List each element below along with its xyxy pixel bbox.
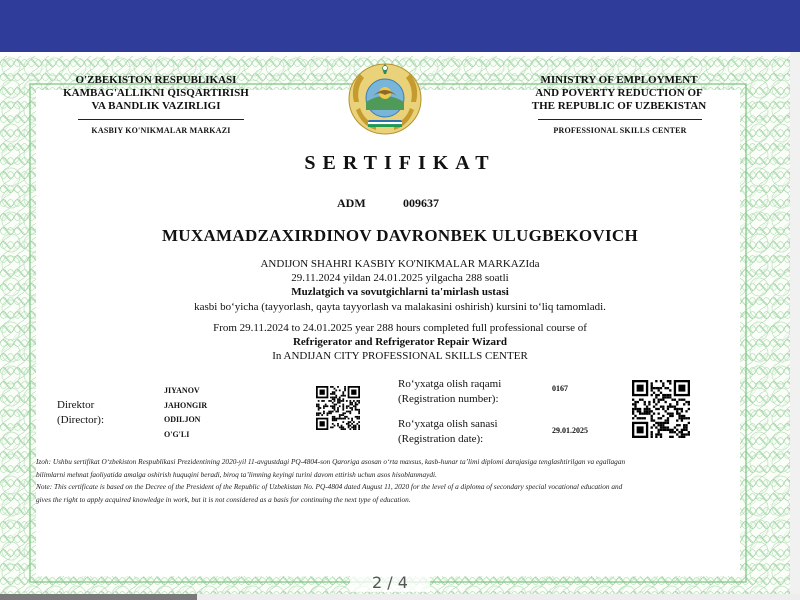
viewer-right-edge bbox=[790, 52, 800, 600]
horizontal-scrollbar-track[interactable] bbox=[197, 594, 800, 600]
header-right-subtitle: PROFESSIONAL SKILLS CENTER bbox=[553, 126, 687, 135]
header-right-rule bbox=[538, 119, 702, 120]
header-left-line: O'ZBEKISTON RESPUBLIKASI bbox=[75, 74, 237, 86]
director-name-line: ODILJON bbox=[164, 415, 201, 424]
registration-date-value: 29.01.2025 bbox=[552, 426, 588, 435]
recipient-name: MUXAMADZAXIRDINOV DAVRONBEK ULUGBEKOVICH bbox=[161, 226, 639, 245]
registration-date-label-uz: Ro‘yxatga olish sanasi bbox=[398, 418, 498, 430]
director-label-uz: Direktor bbox=[57, 399, 95, 411]
registration-date-label-en: (Registration date): bbox=[398, 432, 484, 445]
registration-number-label-uz: Ro‘yxatga olish raqami bbox=[398, 378, 502, 390]
registration-labels bbox=[398, 377, 501, 446]
header-right-line: MINISTRY OF EMPLOYMENT bbox=[540, 74, 698, 86]
director-name-line: JIYANOV bbox=[164, 386, 200, 395]
page-indicator: 2 / 4 bbox=[350, 573, 430, 592]
note-uz-line: Izoh: Ushbu sertifikat O‘zbekiston Respublikasi Prezidentining 2020-yil 11-avgustdagi PQ-4804-son Qaroriga asosan o‘rta maxsus, kasb-hunar ta’limi diplomi darajasiga tenglashtirilgan va egallagan bbox=[36, 457, 626, 466]
verification-qr-code-icon bbox=[632, 380, 690, 438]
registration-number-value: 0167 bbox=[552, 384, 568, 393]
note-en-line: Note: This certificate is based on the Decree of the President of the Republic of Uzbekistan No. PQ-4804 dated August 11, 2020 for the level of a diploma of secondary special vocational education and bbox=[36, 482, 623, 492]
header-right-ministry bbox=[526, 74, 712, 113]
certificate-body bbox=[60, 257, 740, 363]
header-left-subtitle: KASBIY KO'NIKMALAR MARKAZI bbox=[91, 126, 231, 135]
certificate-title: SERTIFIKAT bbox=[304, 152, 496, 174]
director-label-en: (Director): bbox=[57, 414, 105, 426]
adm-number: 009637 bbox=[403, 196, 439, 210]
header-right-line: AND POVERTY REDUCTION OF bbox=[535, 87, 703, 99]
horizontal-scrollbar-thumb[interactable] bbox=[0, 594, 197, 600]
header-left-rule bbox=[78, 119, 244, 120]
director-name bbox=[164, 384, 207, 442]
director-qr-code-icon bbox=[316, 386, 360, 430]
director-name-line: JAHONGIR bbox=[164, 400, 208, 410]
body-en-line: In ANDIJAN CITY PROFESSIONAL SKILLS CENTER bbox=[272, 350, 528, 363]
uzbekistan-state-emblem-icon bbox=[346, 62, 424, 136]
header-left-line: VA BANDLIK VAZIRLIGI bbox=[91, 100, 221, 112]
adm-label: ADM bbox=[337, 196, 366, 210]
body-en-profession: Refrigerator and Refrigerator Repair Wizard bbox=[292, 336, 508, 349]
body-uz-line: ANDIJON SHAHRI KASBIY KO'NIKMALAR MARKAZIda bbox=[260, 258, 540, 270]
certificate-notes bbox=[36, 456, 746, 506]
body-uz-line: 29.11.2024 yildan 24.01.2025 yilgacha 288 soatli bbox=[291, 272, 509, 285]
note-uz-line: bilimlarni mehnat faoliyatida amalga oshirish huquqini beradi, biroq ta’limning keyingi turini davom ettirish uchun asos hisoblanmaydi. bbox=[36, 469, 437, 479]
director-name-line: O'G'LI bbox=[164, 429, 190, 439]
header-left-ministry bbox=[56, 74, 256, 113]
body-en-line: From 29.11.2024 to 24.01.2025 year 288 hours completed full professional course of bbox=[213, 321, 587, 334]
body-uz-profession: Muzlatgich va sovutgichlarni ta'mirlash ustasi bbox=[291, 286, 509, 299]
note-en-line: gives the right to apply acquired knowledge in work, but it is not considered as a basis for continuing the next type of education. bbox=[36, 494, 411, 504]
registration-number-label-en: (Registration number): bbox=[398, 392, 499, 405]
viewer-top-bar bbox=[0, 0, 800, 52]
header-right-line: THE REPUBLIC OF UZBEKISTAN bbox=[531, 100, 707, 112]
director-label bbox=[57, 398, 104, 428]
body-uz-line: kasbi bo‘yicha (tayyorlash, qayta tayyorlash va malakasini oshirish) kursini to‘liq tamomladi. bbox=[194, 300, 606, 313]
header-left-line: KAMBAG'ALLIKNI QISQARTIRISH bbox=[63, 87, 249, 99]
